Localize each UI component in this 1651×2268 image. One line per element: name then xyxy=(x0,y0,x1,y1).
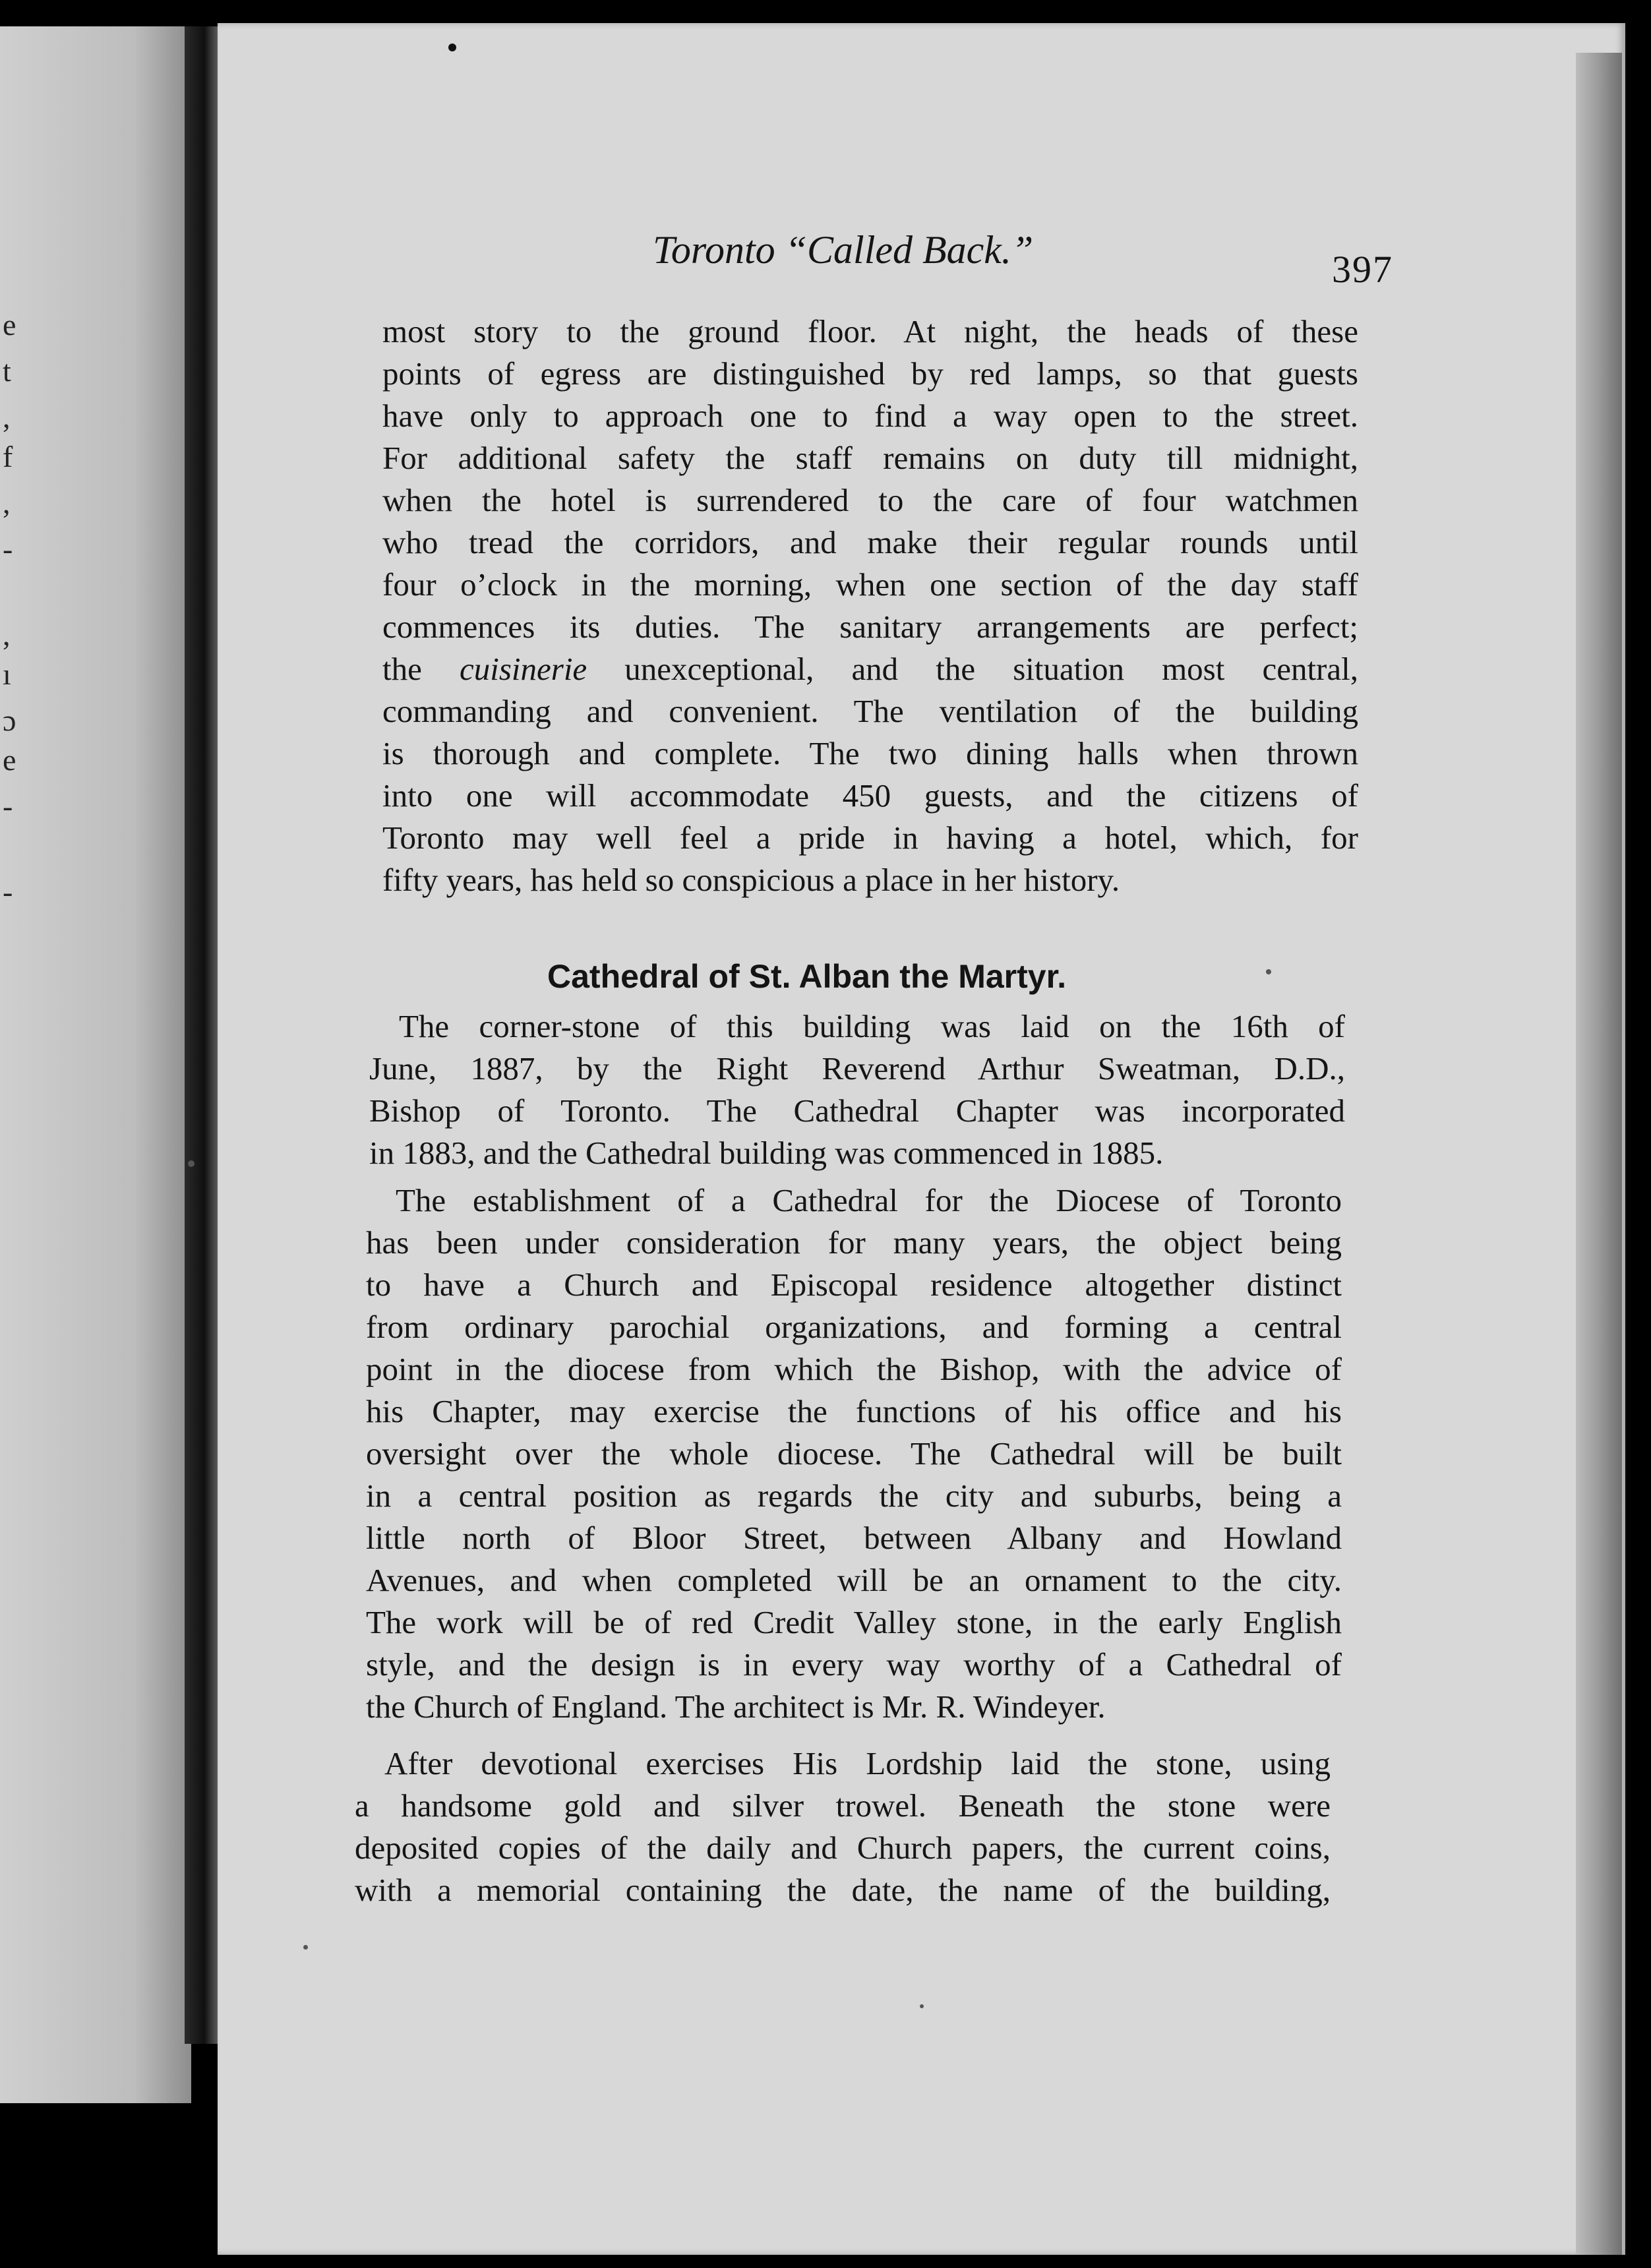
section-heading: Cathedral of St. Alban the Martyr. xyxy=(547,958,1067,995)
left-fragment: , xyxy=(3,486,11,520)
running-title: Toronto “Called Back.” xyxy=(653,228,1034,272)
text-line: fifty years, has held so conspicious a place in her history. xyxy=(382,862,1120,898)
text-line: has been under consideration for many years, the object being xyxy=(366,1224,1342,1261)
left-fragment: e xyxy=(3,308,16,342)
scan-speck xyxy=(448,44,456,51)
text-line: who tread the corridors, and make their regular rounds until xyxy=(382,524,1358,560)
left-fragment: - xyxy=(3,789,13,823)
left-fragment: ɔ xyxy=(3,703,16,737)
text-line: with a memorial containing the date, the name of the building, xyxy=(355,1872,1331,1908)
text-line: oversight over the whole diocese. The Cathedral will be built xyxy=(366,1435,1342,1472)
text-line: into one will accommodate 450 guests, and the citizens of xyxy=(382,777,1358,814)
text-line: his Chapter, may exercise the functions of his office and his xyxy=(366,1393,1342,1429)
text-line: from ordinary parochial organizations, and forming a central xyxy=(366,1309,1342,1345)
text-line: Avenues, and when completed will be an ornament to the city. xyxy=(366,1562,1342,1598)
scan-speck xyxy=(303,1945,308,1950)
text-line: in a central position as regards the city and suburbs, being a xyxy=(366,1477,1342,1514)
left-fragment: - xyxy=(3,532,13,566)
text-line: most story to the ground floor. At night, the heads of these xyxy=(382,313,1358,349)
text-line: have only to approach one to find a way open to the street. xyxy=(382,398,1358,434)
left-fragment: e xyxy=(3,743,16,777)
scan-speck xyxy=(920,2004,924,2008)
paragraph-cornerstone xyxy=(369,1010,1345,1179)
text-line: points of egress are distinguished by red lamps, so that guests xyxy=(382,355,1358,392)
italic-word: cuisinerie xyxy=(459,651,587,687)
text-line: June, 1887, by the Right Reverend Arthur Sweatman, D.D., xyxy=(369,1050,1345,1087)
text-line: to have a Church and Episcopal residence altogether distinct xyxy=(366,1267,1342,1303)
text-line: a handsome gold and silver trowel. Beneath the stone were xyxy=(355,1787,1331,1824)
text-line: The work will be of red Credit Valley stone, in the early English xyxy=(366,1604,1342,1640)
text-line: four o’clock in the morning, when one section of the day staff xyxy=(382,566,1358,603)
text-line: Toronto may well feel a pride in having a hotel, which, for xyxy=(382,820,1358,856)
left-fragment: ı xyxy=(3,657,11,691)
page-edge-shadow xyxy=(1576,53,1622,2255)
text-line: deposited copies of the daily and Church papers, the current coins, xyxy=(355,1830,1331,1866)
text-line: the cuisinerie unexceptional, and the situation most central, xyxy=(382,651,1358,687)
text-line: commences its duties. The sanitary arrangements are perfect; xyxy=(382,609,1358,645)
text-line: The establishment of a Cathedral for the Diocese of Toronto xyxy=(396,1182,1342,1218)
left-page-edge xyxy=(0,26,191,2103)
paragraph-hotel-end xyxy=(382,315,1358,906)
left-fragment: , xyxy=(3,618,11,651)
text-line: point in the diocese from which the Bishop, with the advice of xyxy=(366,1351,1342,1387)
paragraph-establishment xyxy=(366,1184,1342,1733)
text-line: little north of Bloor Street, between Albany and Howland xyxy=(366,1520,1342,1556)
paragraph-devotional xyxy=(355,1747,1331,1916)
scan-speck xyxy=(188,1160,195,1167)
left-fragment: , xyxy=(3,400,11,434)
text-line: For additional safety the staff remains on duty till midnight, xyxy=(382,440,1358,476)
text-line: style, and the design is in every way worthy of a Cathedral of xyxy=(366,1646,1342,1683)
left-fragment: t xyxy=(3,354,11,388)
book-gutter xyxy=(185,26,218,2044)
left-page-text-fragments xyxy=(0,26,20,2103)
left-fragment: - xyxy=(3,875,13,909)
page-number: 397 xyxy=(1332,248,1393,291)
text-line: After devotional exercises His Lordship laid the stone, using xyxy=(384,1745,1331,1781)
left-fragment: f xyxy=(3,440,13,473)
text-line: is thorough and complete. The two dining halls when thrown xyxy=(382,735,1358,771)
text-line: when the hotel is surrendered to the care of four watchmen xyxy=(382,482,1358,518)
scan-speck xyxy=(1266,969,1271,974)
text-line: commanding and convenient. The ventilation of the building xyxy=(382,693,1358,729)
text-line: in 1883, and the Cathedral building was commenced in 1885. xyxy=(369,1135,1164,1171)
text-line: The corner-stone of this building was laid on the 16th of xyxy=(399,1008,1345,1044)
text-line: the Church of England. The architect is Mr. R. Windeyer. xyxy=(366,1688,1106,1725)
text-line: Bishop of Toronto. The Cathedral Chapter was incorporated xyxy=(369,1092,1345,1129)
